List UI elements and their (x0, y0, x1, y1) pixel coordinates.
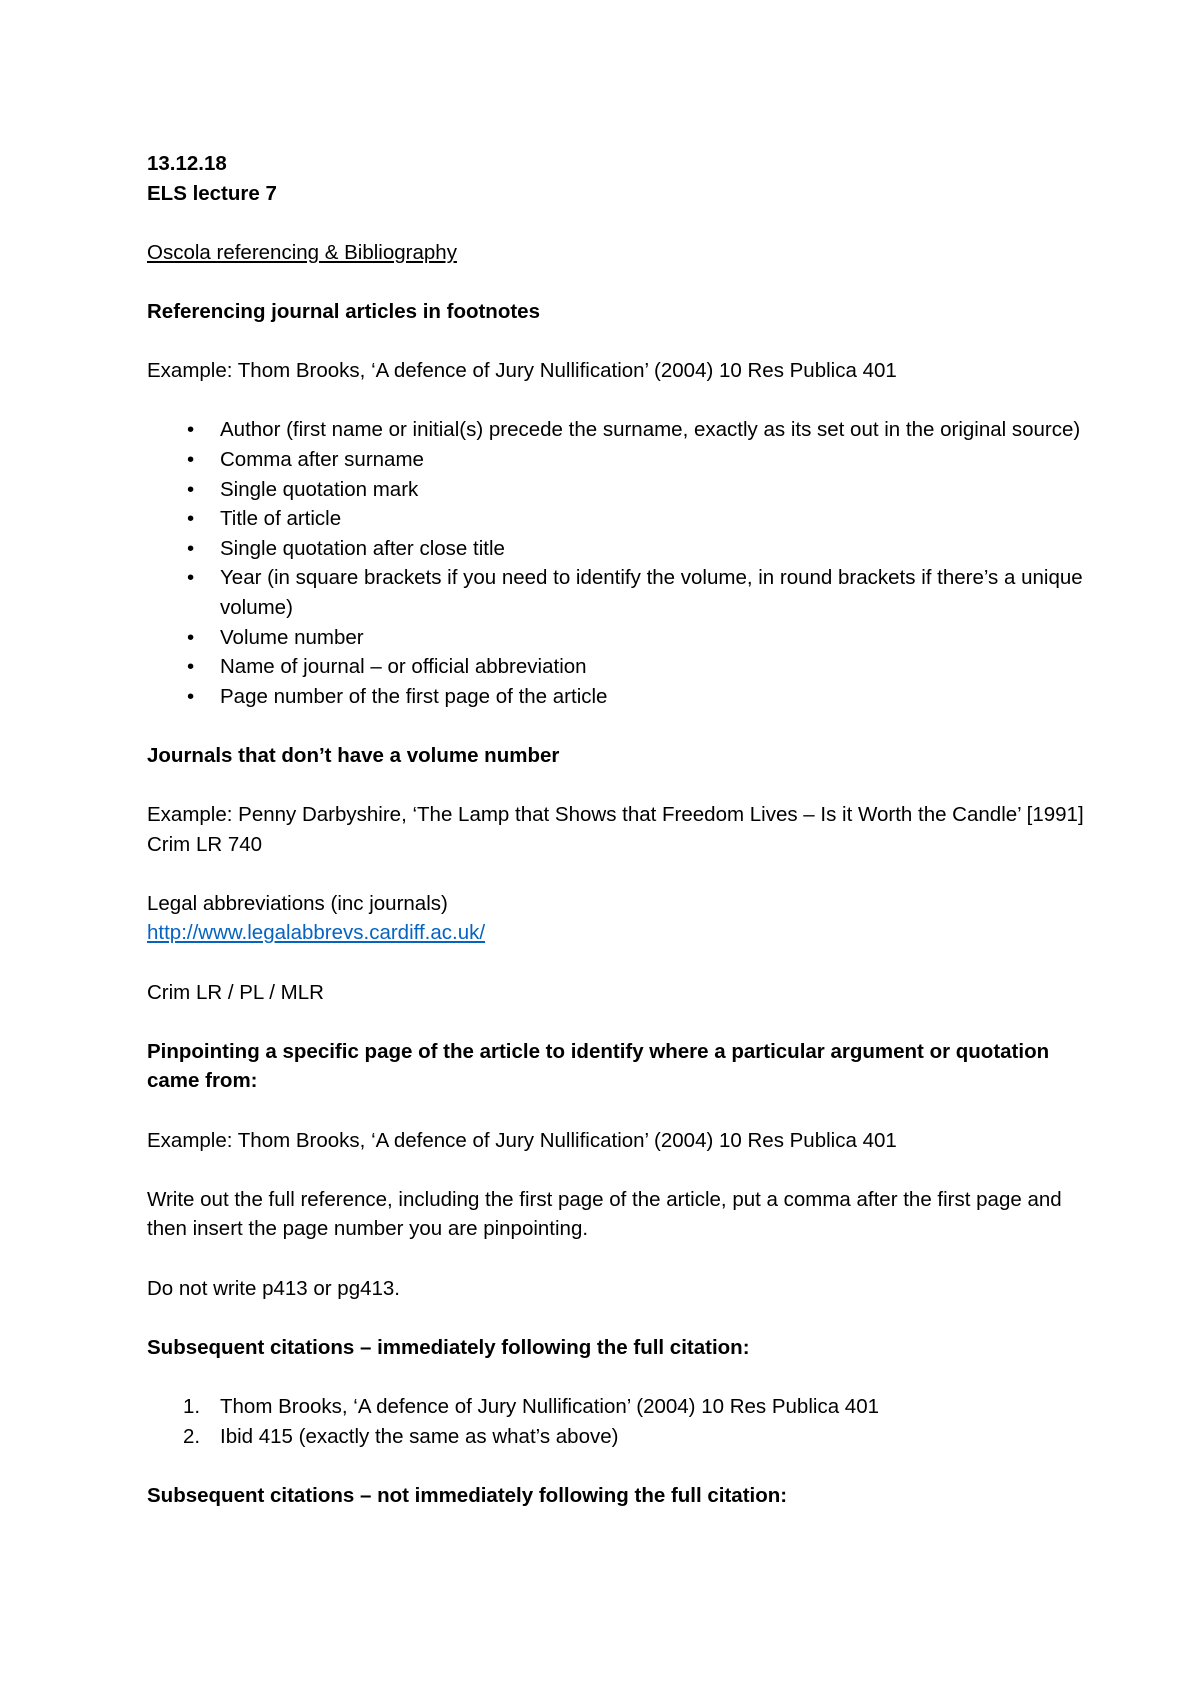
section-heading-no-volume: Journals that don’t have a volume number (147, 743, 560, 767)
list-item-text: Page number of the first page of the article (220, 684, 608, 708)
list-item (147, 623, 1087, 653)
list-item (147, 1422, 1087, 1452)
list-number: 2. (183, 1424, 201, 1448)
list-item (147, 415, 1087, 445)
list-item-text: Comma after surname (220, 447, 424, 471)
citation-elements-list (147, 415, 1087, 711)
bullet-marker: • (187, 507, 195, 531)
list-item (147, 652, 1087, 682)
abbreviation-examples: Crim LR / PL / MLR (147, 980, 324, 1004)
section-heading-journal-articles: Referencing journal articles in footnotes (147, 299, 540, 323)
list-item-text: Thom Brooks, ‘A defence of Jury Nullification’ (2004) 10 Res Publica 401 (220, 1394, 879, 1418)
section-heading-pinpointing: Pinpointing a specific page of the article to identify where a particular argument or quotation came from: (147, 1039, 1050, 1093)
bullet-marker: • (187, 684, 195, 708)
bullet-marker: • (187, 566, 195, 590)
list-item (147, 563, 1087, 622)
bullet-marker: • (187, 536, 195, 560)
bullet-marker: • (187, 418, 195, 442)
list-item-text: Volume number (220, 625, 364, 649)
list-item (147, 504, 1087, 534)
list-item-text: Single quotation after close title (220, 536, 505, 560)
list-item-text: Ibid 415 (exactly the same as what’s above) (220, 1424, 619, 1448)
doc-title: Oscola referencing & Bibliography (147, 240, 457, 264)
example-citation-1: Example: Thom Brooks, ‘A defence of Jury Nullification’ (2004) 10 Res Publica 401 (147, 359, 897, 383)
list-item (147, 445, 1087, 475)
example-citation-3: Example: Thom Brooks, ‘A defence of Jury Nullification’ (2004) 10 Res Publica 401 (147, 1128, 897, 1152)
pinpoint-instruction: Write out the full reference, including the first page of the article, put a comma after the first page and then insert the page number you are pinpointing. (147, 1187, 1062, 1241)
list-item (147, 475, 1087, 505)
example-citation-2: Example: Penny Darbyshire, ‘The Lamp that Shows that Freedom Lives – Is it Worth the Candle’ [1991] Crim LR 740 (147, 803, 1084, 856)
lecture-title: ELS lecture 7 (147, 181, 277, 205)
list-item (147, 1392, 1087, 1422)
pinpoint-note: Do not write p413 or pg413. (147, 1276, 400, 1300)
document-body (147, 149, 1087, 1510)
list-item (147, 682, 1087, 712)
doc-date: 13.12.18 (147, 152, 227, 175)
legal-abbreviations-link[interactable]: http://www.legalabbrevs.cardiff.ac.uk/ (147, 921, 486, 945)
list-item-text: Title of article (220, 507, 342, 531)
section-heading-non-immediate-citations: Subsequent citations – not immediately following the full citation: (147, 1483, 788, 1507)
list-item-text: Name of journal – or official abbreviation (220, 655, 587, 679)
list-item-text: Author (first name or initial(s) precede the surname, exactly as its set out in the original source) (220, 418, 1081, 442)
section-heading-immediate-citations: Subsequent citations – immediately following the full citation: (147, 1335, 750, 1359)
list-item-text: Year (in square brackets if you need to identify the volume, in round brackets if there’s a unique volume) (220, 566, 1083, 619)
bullet-marker: • (187, 655, 195, 679)
subsequent-citations-list (147, 1392, 1087, 1451)
list-item (147, 534, 1087, 564)
bullet-marker: • (187, 625, 195, 649)
list-number: 1. (183, 1394, 201, 1418)
bullet-marker: • (187, 477, 195, 501)
legal-abbreviations-label: Legal abbreviations (inc journals) (147, 891, 448, 915)
list-item-text: Single quotation mark (220, 477, 419, 501)
bullet-marker: • (187, 447, 195, 471)
